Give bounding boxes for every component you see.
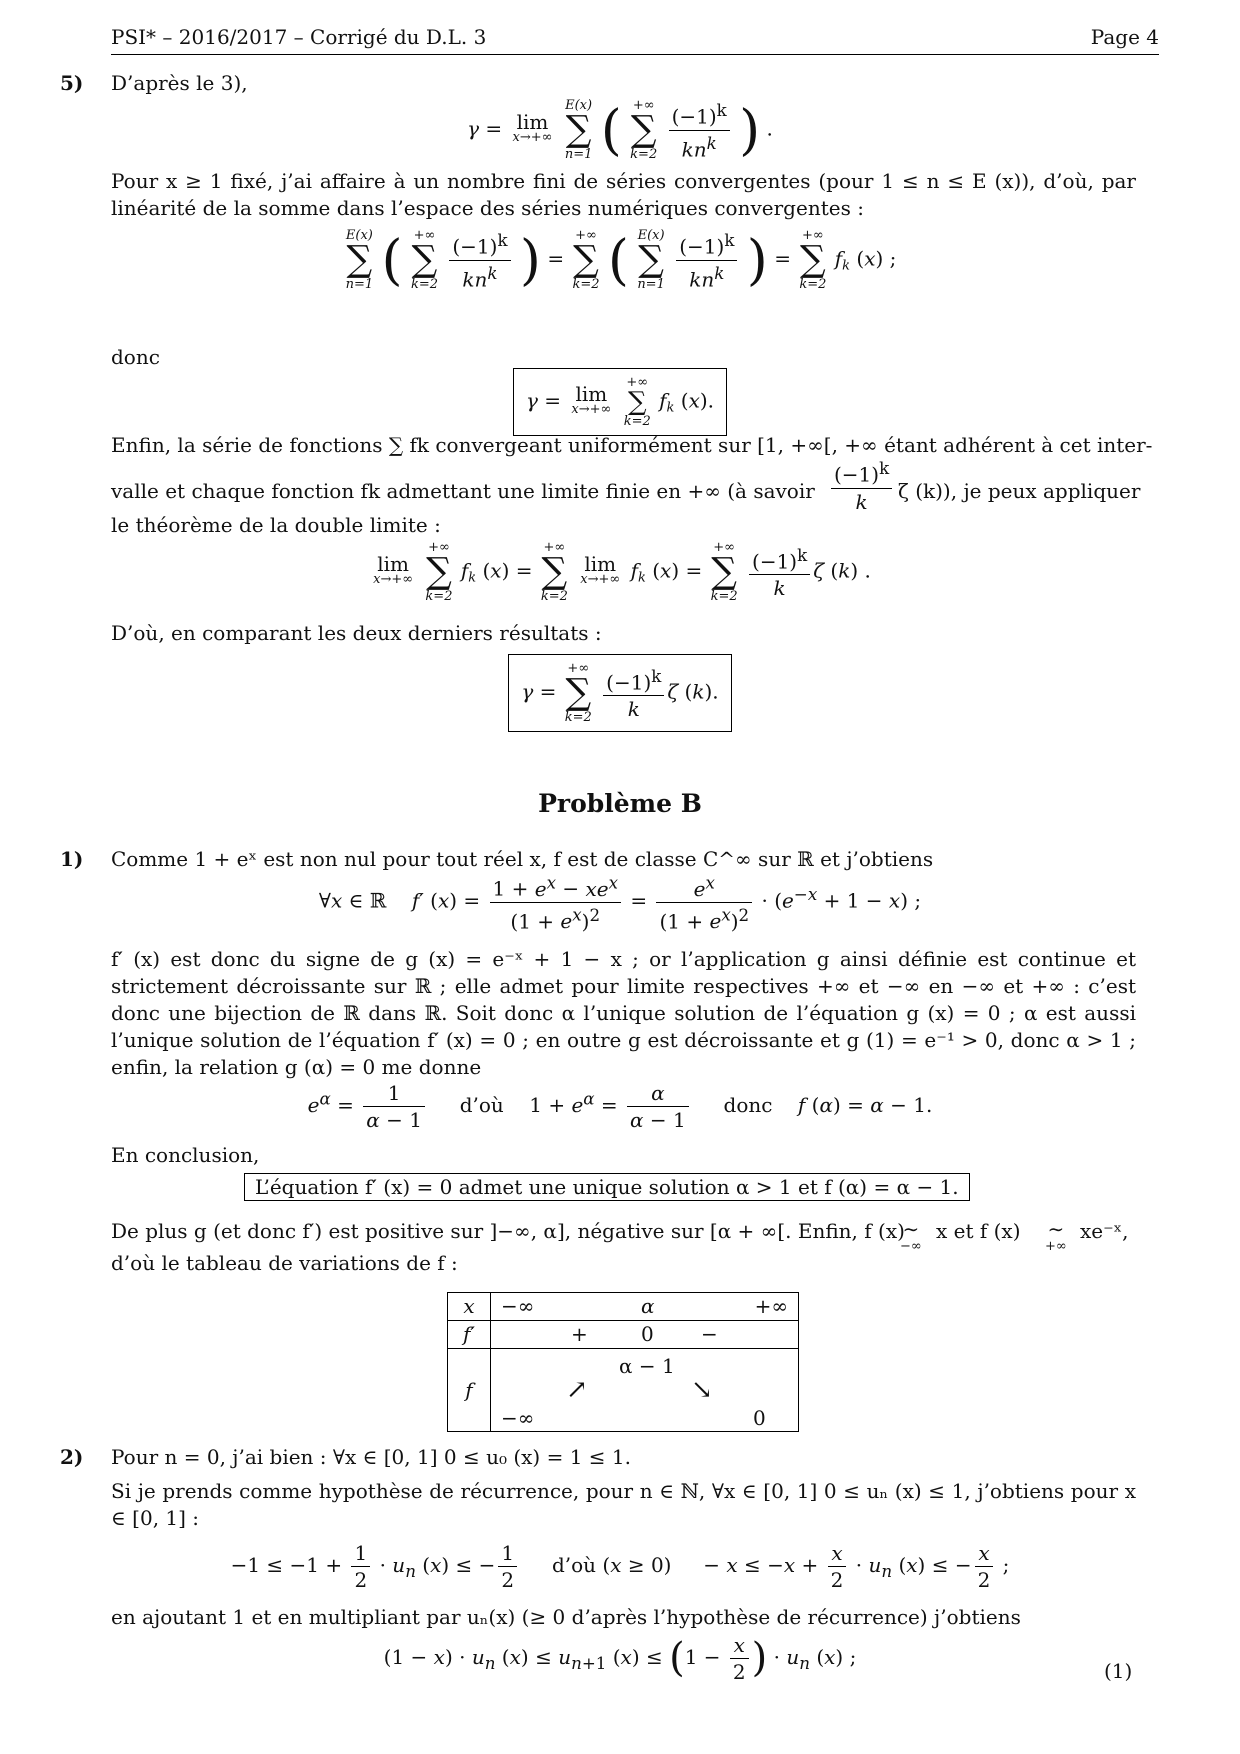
- paragraph: d’où le tableau de variations de f :: [111, 1251, 458, 1275]
- section-title: Problème B: [538, 789, 702, 818]
- boxed-result: L’équation f′ (x) = 0 admet une unique solution α > 1 et f (α) = α − 1.: [244, 1173, 970, 1201]
- paragraph: en ajoutant 1 et en multipliant par uₙ(x) (≥ 0 d’après l’hypothèse de récurrence) j’obtiens: [111, 1605, 1021, 1629]
- question-number: 2): [60, 1445, 84, 1469]
- paragraph: D’après le 3),: [111, 71, 248, 95]
- paragraph: valle et chaque fonction fk admettant une limite finie en +∞ (à savoir: [111, 479, 815, 503]
- paragraph: le théorème de la double limite :: [111, 513, 441, 537]
- table-cell: + 0 −: [491, 1321, 799, 1349]
- equation-1: $(1 - x) \cdot u_n$ $(x) \le u_{n+1}$ (x) ≤ (1 − $\frac{x}{2}$ ) · $u_n$ (x) ;: [383, 1633, 857, 1684]
- arrow-up-icon: ↗: [566, 1375, 588, 1405]
- question-number: 5): [60, 71, 84, 95]
- page-header: [111, 24, 1159, 55]
- header-title: PSI* – 2016/2017 – Corrigé du D.L. 3: [111, 25, 487, 49]
- paragraph: Comme 1 + eˣ est non nul pour tout réel x, f est de classe C^∞ sur ℝ et j’obtiens: [111, 847, 934, 871]
- table-row: [448, 1293, 799, 1321]
- equivalent-symbol: ∼ −∞: [900, 1217, 922, 1254]
- paragraph: Pour x ≥ 1 fixé, j’ai affaire à un nombre fini de séries convergentes (pour 1 ≤ n ≤ E (x)), d’où, par linéarité de la somme dans l’espace des séries numériques convergentes :: [111, 169, 1136, 220]
- variation-table: [447, 1292, 799, 1432]
- equation-derivative: ∀x ∈ ℝ f′ (x) = $\frac{1 + e^x - xe^x}{(1 + e^x)^2}$ = $\frac{e^x}{(1 + e^x)^2}$ · $(e^{-x} + 1 - x)$ ;: [0, 870, 1240, 934]
- table-row: [448, 1349, 799, 1432]
- paragraph: Pour n = 0, j’ai bien : ∀x ∈ [0, 1] 0 ≤ u₀ (x) = 1 ≤ 1.: [111, 1445, 631, 1469]
- paragraph: donc: [111, 345, 160, 369]
- paragraph: En conclusion,: [111, 1143, 260, 1167]
- question-number: 1): [60, 847, 84, 871]
- table-row: [448, 1321, 799, 1349]
- boxed-result: γ = lim x→+∞ +∞ ∑ k=2 $f_k$ (x).: [0, 368, 1240, 436]
- equivalent-symbol: ∼ +∞: [1045, 1217, 1067, 1254]
- paragraph: x et f (x): [936, 1219, 1021, 1243]
- table-cell: −∞ α +∞: [491, 1293, 799, 1321]
- equation-induction: −1 ≤ −1 + $\frac{1}{2}$ · $u_n$ (x) ≤ − $\frac{1}{2}$ d’où (x ≥ 0) − x ≤ −x + $\frac{x}{2}$ · $u_n$ (x) ≤ − $\frac{x}{2}$ ;: [230, 1541, 1010, 1592]
- table-cell: f′: [448, 1321, 491, 1349]
- inline-fraction: $\frac{(-1)^k}{k}$: [828, 456, 895, 515]
- table-cell: α − 1 ↗ ↘ −∞ 0: [491, 1349, 799, 1432]
- table-cell: x: [448, 1293, 491, 1321]
- paragraph: f′ (x) est donc du signe de g (x) = e⁻ˣ + 1 − x ; or l’application g ainsi définie est continue et strictement décroissante sur ℝ ; elle admet pour limite respectives +∞ et −∞ en −∞ et +∞ : c’est donc une bijection de ℝ dans ℝ. Soit donc α l’unique solution de l’équation g (x) = 0 ; α est aussi l’unique solution de l’équation f′ (x) = 0 ; en outre g est décroissante et g (1) = e⁻¹ > 0, donc α > 1 ; enfin, la relation g (α) = 0 me donne: [111, 947, 1136, 1079]
- boxed-result: γ = +∞ ∑ k=2 $\frac{(-1)^k}{k}$ ζ (k).: [0, 654, 1240, 732]
- table-cell: f: [448, 1349, 491, 1432]
- equation-number: (1): [1104, 1659, 1133, 1683]
- arrow-down-icon: ↘: [691, 1375, 713, 1405]
- paragraph: De plus g (et donc f′) est positive sur ]−∞, α], négative sur [α + ∞[. Enfin, f (x): [111, 1219, 905, 1243]
- paragraph: Enfin, la série de fonctions ∑ fk convergeant uniformément sur [1, +∞[, +∞ étant adhérent à cet inter-: [111, 433, 1153, 457]
- paragraph: Si je prends comme hypothèse de récurrence, pour n ∈ ℕ, ∀x ∈ [0, 1] 0 ≤ uₙ (x) ≤ 1, j’obtiens pour x ∈ [0, 1] :: [111, 1479, 1136, 1530]
- paragraph: D’où, en comparant les deux derniers résultats :: [111, 621, 602, 645]
- paragraph: ζ (k)), je peux appliquer: [898, 479, 1141, 503]
- paragraph: xe⁻ˣ,: [1080, 1219, 1129, 1243]
- equation-gamma-limit: γ = lim x→+∞ E(x) ∑ n=1 ( +∞ ∑ k=2 $\frac{(-1)^k}{kn^k}$ ) .: [467, 98, 773, 163]
- equation-alpha: $e^\alpha$ = $\frac{1}{\alpha - 1}$ d’où $1 + e^\alpha$ = $\frac{\alpha}{\alpha - 1}$ donc f (α) = α − 1.: [307, 1081, 933, 1132]
- page-number: Page 4: [1090, 25, 1159, 49]
- equation-double-limit: lim x→+∞ +∞ ∑ k=2 $f_k$ (x) = +∞ ∑ k=2 lim x→+∞ $f_k$ (x) = +∞ ∑ k=2 $\frac{(-1)^k}{k}$ ζ (k) .: [373, 540, 871, 604]
- equation-sum-swap: E(x) ∑ n=1 ( +∞ ∑ k=2 $\frac{(-1)^k}{kn^k}$ ) = +∞ ∑ k=2 ( E(x) ∑ n=1 $\frac{(-1)^k}{kn^k}$ ) = +∞ ∑ k=2 $f_k$ (x) ;: [345, 228, 897, 293]
